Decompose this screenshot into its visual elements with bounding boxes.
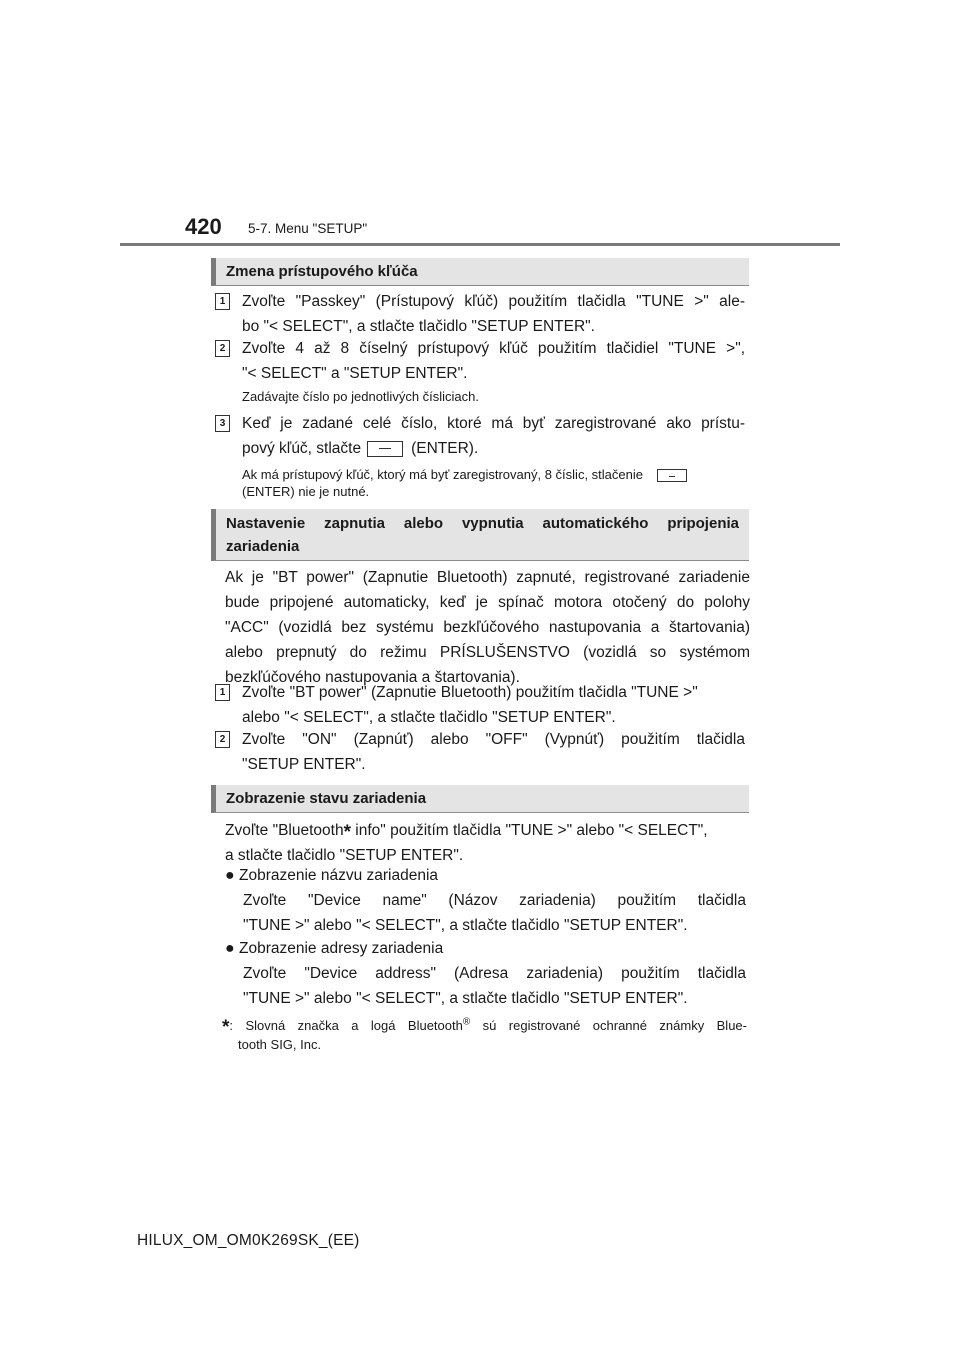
bullet-icon: ● [225, 940, 235, 957]
document-code: HILUX_OM_OM0K269SK_(EE) [137, 1232, 360, 1249]
step-number: 1 [215, 293, 230, 310]
step-note: Ak má prístupový kľúč, ktorý má byť zaregistrovaný, 8 číslic, stlačenie (ENTER) nie je nutné. [242, 466, 745, 500]
step-number: 2 [215, 340, 230, 357]
step-text: Zvoľte "BT power" (Zapnutie Bluetooth) použitím tlačidla "TUNE >" alebo "< SELECT", a stlačte tlačidlo "SETUP ENTER". [242, 684, 698, 726]
page-number: 420 [185, 214, 222, 239]
device-status-intro: Zvoľte "Bluetooth* info" použitím tlačidla "TUNE >" alebo "< SELECT", a stlačte tlačidlo "SETUP ENTER". [225, 822, 708, 864]
step-number: 1 [215, 684, 230, 701]
bullet-item: ● Zobrazenie adresy zariadenia [225, 940, 444, 957]
section-heading-device-status: Zobrazenie stavu zariadenia [211, 785, 749, 813]
enter-button-icon [367, 441, 403, 457]
step-text: Zvoľte "ON" (Zapnúť) alebo "OFF" (Vypnúť) použitím tlačidla "SETUP ENTER". [242, 731, 745, 773]
bullet-text: Zvoľte "Device name" (Názov zariadenia) použitím tlačidla "TUNE >" alebo "< SELECT", a stlačte tlačidlo "SETUP ENTER". [243, 892, 746, 934]
bullet-text: Zvoľte "Device address" (Adresa zariadenia) použitím tlačidla "TUNE >" alebo "< SELECT", a stlačte tlačidlo "SETUP ENTER". [243, 965, 746, 1007]
step-text: Zvoľte "Passkey" (Prístupový kľúč) použitím tlačidla "TUNE >" ale- bo "< SELECT", a stlačte tlačidlo "SETUP ENTER". [242, 293, 745, 335]
step-number: 3 [215, 415, 230, 432]
step-text: Keď je zadané celé číslo, ktoré má byť zaregistrované ako prístu- pový kľúč, stlačte (ENTER). [242, 415, 745, 457]
step-text: Zvoľte 4 až 8 číselný prístupový kľúč použitím tlačidiel "TUNE >", "< SELECT" a "SETUP ENTER". [242, 340, 745, 382]
auto-connect-paragraph: Ak je "BT power" (Zapnutie Bluetooth) zapnuté, registrované zariadenie bude pripojené automaticky, keď je spínač motora otočený do polohy "ACC" (vozidlá bez systému bezkľúčového nastupovania a štartovania) alebo prepnutý do režimu PRÍSLUŠENSTVO (vozidlá so systémom bezkľúčového nastupovania a štartovania). [225, 569, 750, 686]
section-heading-passkey: Zmena prístupového kľúča [211, 258, 749, 286]
chapter-title: 5-7. Menu "SETUP" [248, 221, 368, 236]
step-number: 2 [215, 731, 230, 748]
step-note: Zadávajte číslo po jednotlivých čísliciach. [242, 389, 480, 404]
bullet-item: ● Zobrazenie názvu zariadenia [225, 867, 439, 884]
footnote-star: * [343, 822, 351, 843]
enter-button-icon [657, 469, 687, 482]
section-heading-auto-connect: Nastavenie zapnutia alebo vypnutia automatického pripojenia zariadenia [211, 509, 749, 561]
bullet-icon: ● [225, 867, 235, 884]
footnote: *: Slovná značka a logá Bluetooth® sú registrované ochranné známky Blue- tooth SIG, Inc. [222, 1016, 747, 1052]
header-rule [120, 243, 840, 246]
